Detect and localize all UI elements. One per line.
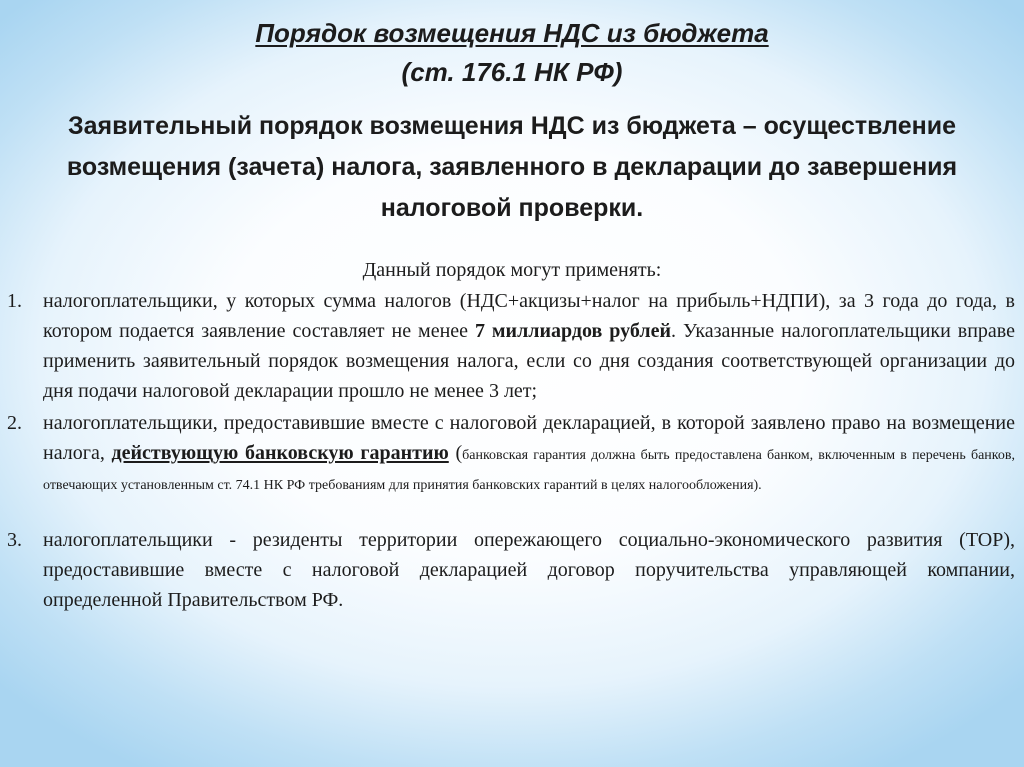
list-item-paren: ( bbox=[448, 442, 463, 464]
slide-subtitle: Заявительный порядок возмещения НДС из бюджета – осуществление возмещения (зачета) налога, заявленного в декларации до завершения налоговой проверки. bbox=[66, 112, 958, 222]
list-item-text: налогоплательщики - резиденты территории опережающего социально-экономического развития (ТОР), предоставившие вместе с налоговой декларацией договор поручительства управляющей компании, определенной Правительством РФ. bbox=[43, 529, 1015, 611]
list-item-number: 3. bbox=[7, 529, 22, 551]
list-item-2 bbox=[0, 408, 1024, 498]
slide-title: Порядок возмещения НДС из бюджета bbox=[255, 18, 769, 48]
list-item-3 bbox=[0, 525, 1024, 615]
list-item-footnote-text: банковская гарантия должна быть предоставлена банком, включенным в перечень банков, отвечающих установленным ст. 74.1 НК РФ требованиям для принятия банковских гарантий в целях налогообложения). bbox=[43, 448, 1015, 493]
eligible-taxpayers-list bbox=[0, 286, 1024, 615]
list-item-emphasis: действующую банковскую гарантию bbox=[111, 442, 449, 464]
list-item-emphasis: 7 миллиардов рублей bbox=[474, 320, 671, 342]
list-intro: Данный порядок могут применять: bbox=[362, 259, 662, 281]
list-item-1 bbox=[0, 286, 1024, 406]
list-item-number: 2. bbox=[7, 412, 22, 434]
list-item-text-continued: . Указанные налогоплательщики вправе применить заявительный порядок возмещения налога, если со дня создания соответствующей организации до дня подачи налоговой декларации прошло не менее 3 лет; bbox=[43, 320, 1015, 402]
slide-title-article-ref: (ст. 176.1 НК РФ) bbox=[401, 57, 623, 87]
list-item-number: 1. bbox=[7, 290, 22, 312]
list-item-text: налогоплательщики, у которых сумма налогов (НДС+акцизы+налог на прибыль+НДПИ), за 3 года до года, в котором подается заявление составляет не менее bbox=[43, 290, 1015, 342]
list-item-text: налогоплательщики, предоставившие вместе с налоговой декларацией, в которой заявлено право на возмещение налога, bbox=[43, 412, 1015, 464]
